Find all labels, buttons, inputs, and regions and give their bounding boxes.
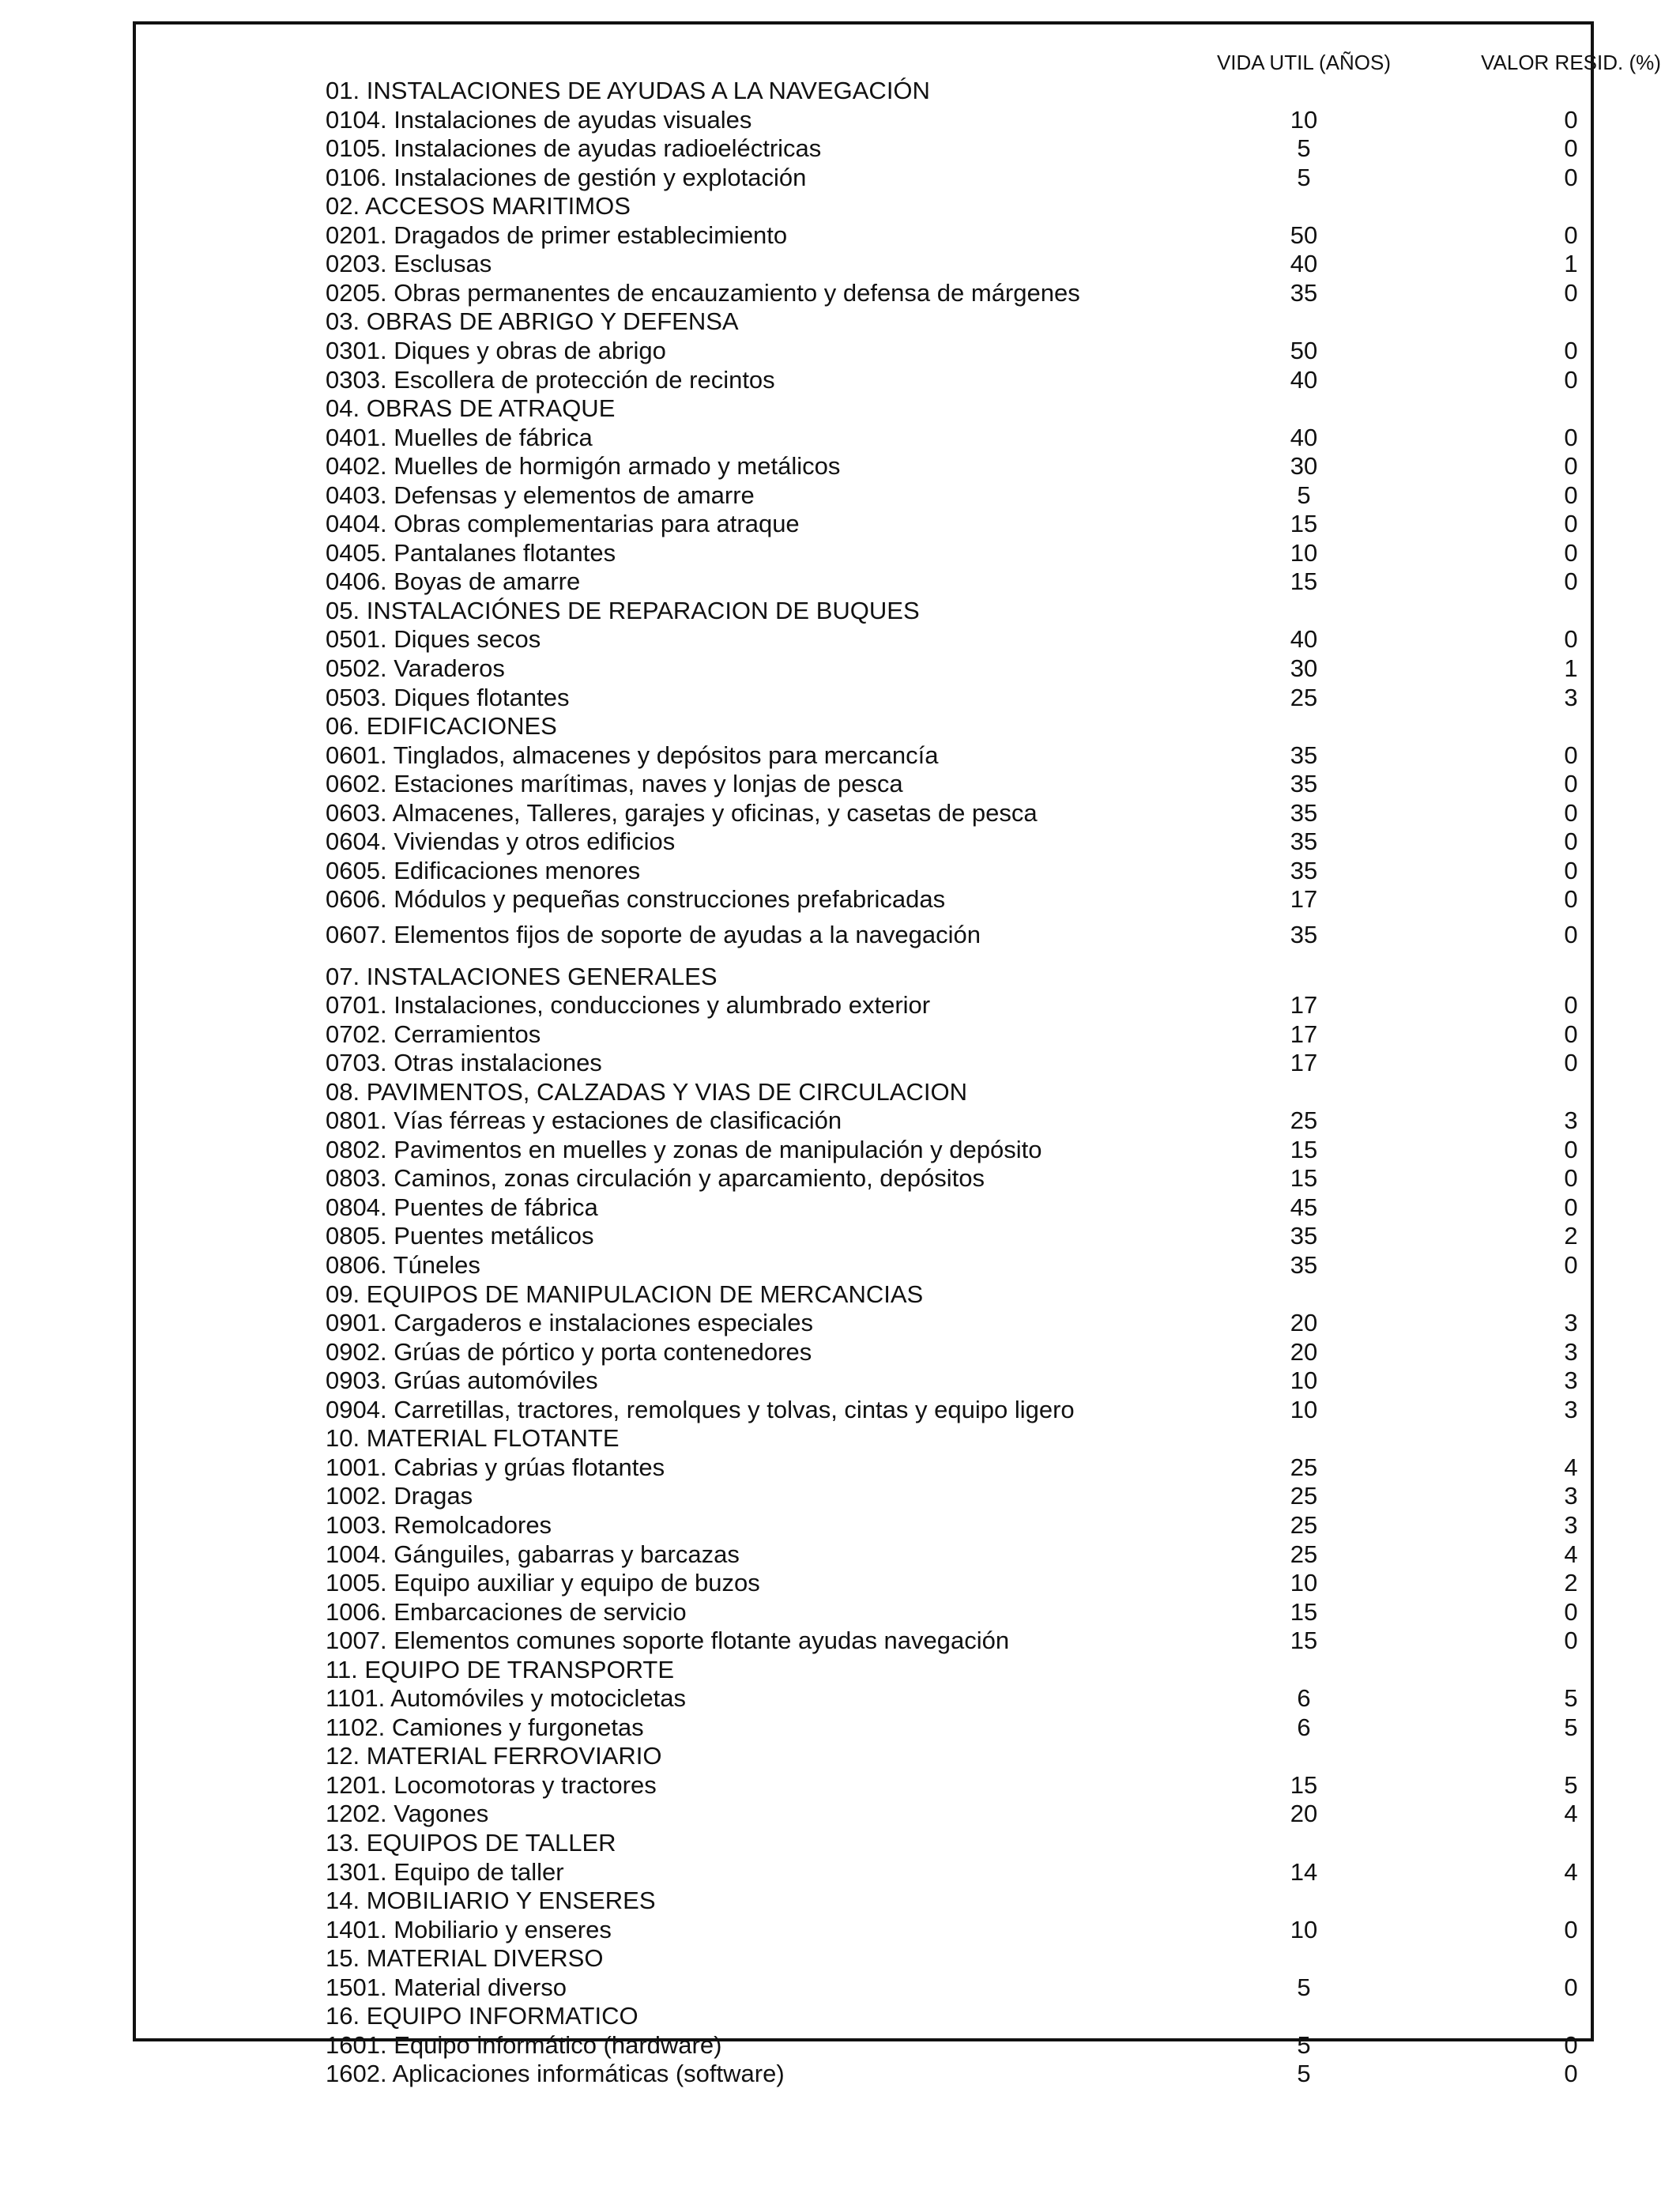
vida-util-value: 40 (1290, 365, 1318, 394)
table-row (136, 1020, 1591, 1049)
vida-util-value: 30 (1290, 452, 1318, 481)
item-label: 0603. Almacenes, Talleres, garajes y oficinas, y casetas de pesca (326, 798, 1038, 827)
vida-util-value: 25 (1290, 1510, 1318, 1539)
table-frame (133, 21, 1661, 2088)
section-heading-row (136, 1280, 1591, 1309)
item-label: 1002. Dragas (326, 1482, 473, 1510)
vida-util-value: 5 (1297, 2030, 1311, 2059)
table-row (136, 799, 1591, 827)
table-row (136, 134, 1591, 163)
table-row (136, 1309, 1591, 1337)
valor-residual-value: 3 (1564, 1482, 1578, 1510)
item-label: 0805. Puentes metálicos (326, 1222, 594, 1250)
item-label: 0901. Cargaderos e instalaciones especiales (326, 1309, 813, 1337)
valor-residual-value: 3 (1564, 1309, 1578, 1337)
vida-util-value: 15 (1290, 1135, 1318, 1163)
valor-residual-value: 0 (1564, 798, 1578, 827)
vida-util-value: 17 (1290, 885, 1318, 914)
table-row (136, 1222, 1591, 1250)
item-label: 0404. Obras complementarias para atraque (326, 510, 800, 538)
table-row (136, 1251, 1591, 1280)
item-label: 0406. Boyas de amarre (326, 567, 581, 596)
valor-residual-value: 0 (1564, 336, 1578, 364)
table-row (136, 539, 1591, 567)
vida-util-value: 35 (1290, 770, 1318, 798)
table-row (136, 770, 1591, 798)
vida-util-value: 14 (1290, 1857, 1318, 1886)
item-label: 1006. Embarcaciones de servicio (326, 1597, 687, 1626)
vida-util-value: 6 (1297, 1713, 1311, 1741)
item-label: 0605. Edificaciones menores (326, 856, 641, 884)
table-row (136, 885, 1591, 914)
valor-residual-value: 0 (1564, 1627, 1578, 1655)
valor-residual-value: 0 (1564, 625, 1578, 654)
table-row (136, 279, 1591, 307)
valor-residual-value: 0 (1564, 1135, 1578, 1163)
valor-residual-value: 0 (1564, 134, 1578, 163)
vida-util-value: 15 (1290, 1627, 1318, 1655)
vida-util-value: 5 (1297, 163, 1311, 191)
item-label: 0401. Muelles de fábrica (326, 423, 593, 451)
valor-residual-value: 0 (1564, 1020, 1578, 1048)
section-heading-row (136, 1078, 1591, 1106)
valor-residual-value: 0 (1564, 1915, 1578, 1943)
valor-residual-value: 0 (1564, 741, 1578, 769)
vida-util-value: 25 (1290, 1540, 1318, 1568)
section-heading-row (136, 2002, 1591, 2030)
section-heading: 13. EQUIPOS DE TALLER (326, 1829, 616, 1857)
item-label: 0803. Caminos, zonas circulación y aparcamiento, depósitos (326, 1164, 985, 1193)
item-label: 1602. Aplicaciones informáticas (software) (326, 2060, 785, 2088)
table-row (136, 654, 1591, 683)
section-heading: 06. EDIFICACIONES (326, 712, 557, 741)
section-heading-row (136, 1829, 1591, 1857)
vida-util-value: 15 (1290, 1164, 1318, 1193)
vida-util-value: 20 (1290, 1337, 1318, 1366)
vida-util-value: 35 (1290, 827, 1318, 856)
section-heading: 14. MOBILIARIO Y ENSERES (326, 1887, 656, 1915)
vida-util-value: 20 (1290, 1800, 1318, 1828)
vida-util-value: 10 (1290, 538, 1318, 567)
table-row (136, 921, 1591, 949)
item-label: 0106. Instalaciones de gestión y explotación (326, 163, 807, 191)
item-label: 0105. Instalaciones de ayudas radioeléctricas (326, 134, 822, 163)
table-row (136, 1973, 1591, 2002)
table-row (136, 567, 1591, 596)
item-label: 0403. Defensas y elementos de amarre (326, 481, 755, 509)
valor-residual-value: 0 (1564, 856, 1578, 884)
table-row (136, 1916, 1591, 1944)
item-label: 1101. Automóviles y motocicletas (326, 1684, 687, 1713)
valor-residual-value: 3 (1564, 1510, 1578, 1539)
table-row (136, 1396, 1591, 1424)
table-row (136, 741, 1591, 770)
valor-residual-value: 3 (1564, 1367, 1578, 1395)
item-label: 0503. Diques flotantes (326, 683, 570, 711)
table-row (136, 1164, 1591, 1193)
item-label: 0801. Vías férreas y estaciones de clasificación (326, 1106, 842, 1135)
vida-util-value: 40 (1290, 423, 1318, 451)
vida-util-value: 17 (1290, 1049, 1318, 1077)
valor-residual-value: 2 (1564, 1569, 1578, 1597)
valor-residual-value: 0 (1564, 567, 1578, 596)
table-row (136, 510, 1591, 538)
vida-util-value: 25 (1290, 1106, 1318, 1135)
vida-util-value: 45 (1290, 1193, 1318, 1221)
vida-util-value: 35 (1290, 1222, 1318, 1250)
column-header-valor-residual: VALOR RESID. (%) (1481, 51, 1661, 74)
section-heading: 10. MATERIAL FLOTANTE (326, 1424, 620, 1453)
vida-util-value: 15 (1290, 1770, 1318, 1799)
table-row (136, 221, 1591, 250)
vida-util-value: 25 (1290, 683, 1318, 711)
item-label: 0502. Varaderos (326, 654, 505, 682)
section-heading: 07. INSTALACIONES GENERALES (326, 962, 718, 990)
item-label: 0604. Viviendas y otros edificios (326, 827, 676, 856)
item-label: 1202. Vagones (326, 1800, 489, 1828)
table-row (136, 1049, 1591, 1077)
vida-util-value: 40 (1290, 250, 1318, 278)
section-heading: 09. EQUIPOS DE MANIPULACION DE MERCANCIAS (326, 1280, 924, 1308)
vida-util-value: 35 (1290, 856, 1318, 884)
valor-residual-value: 0 (1564, 1251, 1578, 1279)
section-heading: 12. MATERIAL FERROVIARIO (326, 1742, 662, 1770)
item-label: 0606. Módulos y pequeñas construcciones prefabricadas (326, 885, 946, 914)
section-heading-row (136, 1424, 1591, 1453)
valor-residual-value: 0 (1564, 1597, 1578, 1626)
item-label: 0201. Dragados de primer establecimiento (326, 221, 788, 249)
table-row (136, 2031, 1591, 2060)
section-heading: 16. EQUIPO INFORMATICO (326, 2002, 638, 2030)
table-row (136, 857, 1591, 885)
table-row (136, 424, 1591, 452)
table-row (136, 366, 1591, 394)
section-heading-row (136, 1742, 1591, 1770)
table-row (136, 1771, 1591, 1800)
valor-residual-value: 5 (1564, 1770, 1578, 1799)
valor-residual-value: 0 (1564, 1164, 1578, 1193)
section-heading: 01. INSTALACIONES DE AYUDAS A LA NAVEGACIÓN (326, 77, 930, 104)
item-label: 0804. Puentes de fábrica (326, 1193, 598, 1221)
vida-util-value: 5 (1297, 134, 1311, 163)
section-heading: 02. ACCESOS MARITIMOS (326, 192, 631, 221)
item-label: 0104. Instalaciones de ayudas visuales (326, 105, 752, 134)
table-row (136, 1540, 1591, 1569)
section-heading-row (136, 1656, 1591, 1684)
section-heading-row (136, 597, 1591, 625)
item-label: 1102. Camiones y furgonetas (326, 1713, 644, 1741)
vida-util-value: 50 (1290, 221, 1318, 249)
vida-util-value: 17 (1290, 991, 1318, 1020)
item-label: 0903. Grúas automóviles (326, 1367, 598, 1395)
item-label: 0702. Cerramientos (326, 1020, 541, 1048)
valor-residual-value: 0 (1564, 221, 1578, 249)
section-heading-row (136, 394, 1591, 423)
vida-util-value: 15 (1290, 1597, 1318, 1626)
table-body (136, 25, 1591, 2088)
table-row (136, 1598, 1591, 1627)
vida-util-value: 35 (1290, 920, 1318, 948)
item-label: 0301. Diques y obras de abrigo (326, 336, 666, 364)
vida-util-value: 5 (1297, 1973, 1311, 2001)
table-row (136, 452, 1591, 481)
item-label: 1601. Equipo informático (hardware) (326, 2030, 722, 2059)
vida-util-value: 10 (1290, 1367, 1318, 1395)
section-heading: 15. MATERIAL DIVERSO (326, 1944, 604, 1973)
vida-util-value: 35 (1290, 798, 1318, 827)
valor-residual-value: 0 (1564, 1049, 1578, 1077)
valor-residual-value: 0 (1564, 423, 1578, 451)
item-label: 1501. Material diverso (326, 1973, 567, 2001)
valor-residual-value: 0 (1564, 452, 1578, 481)
section-heading-row (136, 192, 1591, 221)
table-row (136, 1453, 1591, 1482)
section-heading: 05. INSTALACIÓNES DE REPARACION DE BUQUES (326, 596, 920, 624)
valor-residual-value: 4 (1564, 1453, 1578, 1481)
section-heading: 08. PAVIMENTOS, CALZADAS Y VIAS DE CIRCULACION (326, 1077, 967, 1106)
section-heading-row (136, 1887, 1591, 1915)
table-row (136, 1367, 1591, 1395)
valor-residual-value: 0 (1564, 1193, 1578, 1221)
section-heading: 03. OBRAS DE ABRIGO Y DEFENSA (326, 307, 739, 336)
table-row (136, 1511, 1591, 1540)
item-label: 0802. Pavimentos en muelles y zonas de manipulación y depósito (326, 1135, 1042, 1163)
item-label: 0607. Elementos fijos de soporte de ayudas a la navegación (326, 920, 981, 948)
valor-residual-value: 0 (1564, 827, 1578, 856)
valor-residual-value: 0 (1564, 1973, 1578, 2001)
item-label: 0902. Grúas de pórtico y porta contenedores (326, 1337, 812, 1366)
item-label: 0205. Obras permanentes de encauzamiento y defensa de márgenes (326, 278, 1080, 307)
vida-util-value: 10 (1290, 1915, 1318, 1943)
section-heading: 04. OBRAS DE ATRAQUE (326, 394, 616, 423)
vida-util-value: 20 (1290, 1309, 1318, 1337)
vida-util-value: 50 (1290, 336, 1318, 364)
vida-util-value: 17 (1290, 1020, 1318, 1048)
section-heading-row (136, 77, 1591, 105)
item-label: 0501. Diques secos (326, 625, 541, 654)
valor-residual-value: 0 (1564, 278, 1578, 307)
valor-residual-value: 4 (1564, 1857, 1578, 1886)
column-header-vida-util: VIDA UTIL (AÑOS) (1216, 51, 1392, 74)
table-row (136, 1627, 1591, 1655)
item-label: 1401. Mobiliario y enseres (326, 1915, 612, 1943)
vida-util-value: 40 (1290, 625, 1318, 654)
item-label: 0402. Muelles de hormigón armado y metálicos (326, 452, 841, 481)
item-label: 1001. Cabrias y grúas flotantes (326, 1453, 665, 1481)
table-row (136, 1106, 1591, 1135)
vida-util-value: 25 (1290, 1482, 1318, 1510)
valor-residual-value: 0 (1564, 920, 1578, 948)
section-heading-row (136, 963, 1591, 991)
table-row (136, 1569, 1591, 1597)
vida-util-value: 25 (1290, 1453, 1318, 1481)
valor-residual-value: 0 (1564, 481, 1578, 509)
vida-util-value: 35 (1290, 741, 1318, 769)
table-row (136, 481, 1591, 510)
item-label: 0806. Túneles (326, 1251, 480, 1279)
valor-residual-value: 0 (1564, 2060, 1578, 2088)
table-row (136, 1800, 1591, 1828)
valor-residual-value: 5 (1564, 1684, 1578, 1713)
section-heading-row (136, 307, 1591, 336)
vida-util-value: 10 (1290, 1395, 1318, 1423)
table-row (136, 1684, 1591, 1713)
valor-residual-value: 3 (1564, 683, 1578, 711)
vida-util-value: 6 (1297, 1684, 1311, 1713)
valor-residual-value: 2 (1564, 1222, 1578, 1250)
item-label: 0601. Tinglados, almacenes y depósitos para mercancía (326, 741, 939, 769)
section-heading: 11. EQUIPO DE TRANSPORTE (326, 1655, 675, 1683)
item-label: 0904. Carretillas, tractores, remolques y tolvas, cintas y equipo ligero (326, 1395, 1075, 1423)
vida-util-value: 10 (1290, 1569, 1318, 1597)
vida-util-value: 5 (1297, 2060, 1311, 2088)
item-label: 0602. Estaciones marítimas, naves y lonjas de pesca (326, 770, 903, 798)
vida-util-value: 35 (1290, 1251, 1318, 1279)
section-heading-row (136, 1944, 1591, 1973)
item-label: 0701. Instalaciones, conducciones y alumbrado exterior (326, 991, 931, 1020)
valor-residual-value: 0 (1564, 991, 1578, 1020)
table-row (136, 684, 1591, 712)
table-row (136, 1858, 1591, 1887)
valor-residual-value: 0 (1564, 163, 1578, 191)
valor-residual-value: 0 (1564, 105, 1578, 134)
valor-residual-value: 0 (1564, 885, 1578, 914)
table-row (136, 1713, 1591, 1742)
item-label: 0303. Escollera de protección de recintos (326, 365, 775, 394)
valor-residual-value: 1 (1564, 250, 1578, 278)
valor-residual-value: 0 (1564, 2030, 1578, 2059)
item-label: 1201. Locomotoras y tractores (326, 1770, 657, 1799)
table-row (136, 827, 1591, 856)
item-label: 1301. Equipo de taller (326, 1857, 564, 1886)
valor-residual-value: 1 (1564, 654, 1578, 682)
valor-residual-value: 0 (1564, 510, 1578, 538)
table-row (136, 106, 1591, 134)
item-label: 0405. Pantalanes flotantes (326, 538, 616, 567)
item-label: 1004. Gánguiles, gabarras y barcazas (326, 1540, 740, 1568)
item-label: 1005. Equipo auxiliar y equipo de buzos (326, 1569, 760, 1597)
table-row (136, 250, 1591, 278)
vida-util-value: 15 (1290, 567, 1318, 596)
table-row (136, 164, 1591, 192)
item-label: 1007. Elementos comunes soporte flotante ayudas navegación (326, 1627, 1010, 1655)
section-heading-row (136, 712, 1591, 741)
item-label: 0703. Otras instalaciones (326, 1049, 602, 1077)
valor-residual-value: 4 (1564, 1540, 1578, 1568)
vida-util-value: 10 (1290, 105, 1318, 134)
valor-residual-value: 0 (1564, 365, 1578, 394)
valor-residual-value: 3 (1564, 1337, 1578, 1366)
valor-residual-value: 0 (1564, 770, 1578, 798)
table-row (136, 1482, 1591, 1510)
item-label: 1003. Remolcadores (326, 1510, 552, 1539)
table-row (136, 625, 1591, 654)
valor-residual-value: 5 (1564, 1713, 1578, 1741)
table-row (136, 2060, 1591, 2088)
table-row (136, 991, 1591, 1020)
valor-residual-value: 4 (1564, 1800, 1578, 1828)
vida-util-value: 30 (1290, 654, 1318, 682)
table-row (136, 337, 1591, 365)
valor-residual-value: 3 (1564, 1106, 1578, 1135)
table-row (136, 1136, 1591, 1164)
valor-residual-value: 0 (1564, 538, 1578, 567)
table-row (136, 1338, 1591, 1367)
table-row (136, 1193, 1591, 1222)
item-label: 0203. Esclusas (326, 250, 492, 278)
vida-util-value: 5 (1297, 481, 1311, 509)
valor-residual-value: 3 (1564, 1395, 1578, 1423)
vida-util-value: 15 (1290, 510, 1318, 538)
vida-util-value: 35 (1290, 278, 1318, 307)
